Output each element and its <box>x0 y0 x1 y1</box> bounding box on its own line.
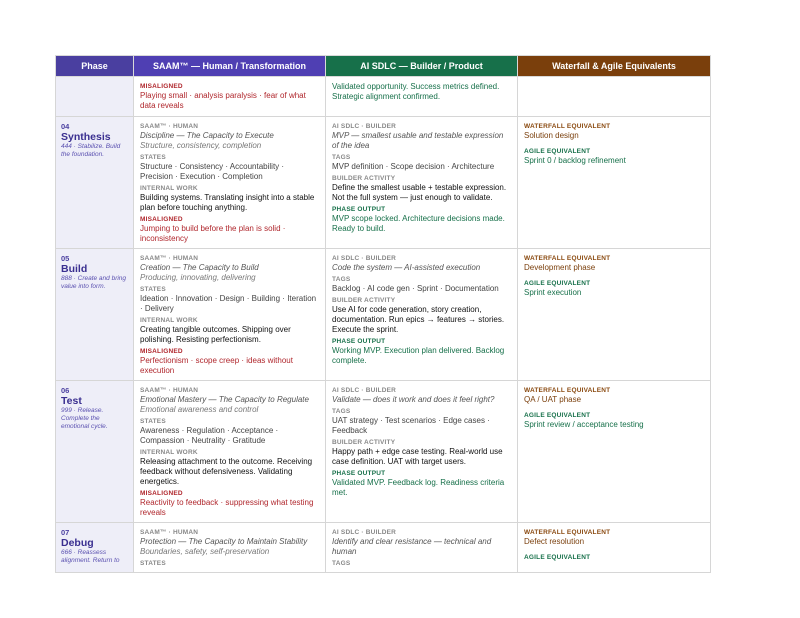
ai-builder-tag: AI SDLC · BUILDER <box>332 123 397 130</box>
phase-output-tag: PHASE OUTPUT <box>332 206 386 213</box>
tags-tag: TAGS <box>332 560 351 567</box>
waterfall-equivalent-tag: WATERFALL EQUIVALENT <box>524 255 611 262</box>
phase-cell <box>56 117 134 249</box>
saam-human-tag: SAAM™ · HUMAN <box>140 529 199 536</box>
phase-mapping-table <box>55 55 711 573</box>
tags-tag: TAGS <box>332 154 351 161</box>
agile-text: Sprint 0 / backlog refinement <box>524 156 626 165</box>
misaligned-text: Perfectionism · scope creep · ideas without execution <box>140 356 293 375</box>
states-tag: STATES <box>140 286 166 293</box>
agile-equivalent-tag: AGILE EQUIVALENT <box>524 554 591 561</box>
saam-human-tag: SAAM™ · HUMAN <box>140 123 199 130</box>
saam-subtitle: Producing, innovating, delivering <box>140 273 256 282</box>
saam-title: Creation — The Capacity to Build <box>140 263 259 272</box>
saam-subtitle: Boundaries, safety, self-preservation <box>140 547 270 556</box>
ai-cell <box>326 523 518 573</box>
ai-cell <box>326 381 518 523</box>
phase-output-text: Working MVP. Execution plan delivered. Backlog complete. <box>332 346 505 365</box>
waterfall-text: Development phase <box>524 263 596 272</box>
waterfall-cell-empty <box>518 77 711 117</box>
phase-output-tag: PHASE OUTPUT <box>332 470 386 477</box>
phase-output-text: MVP scope locked. Architecture decisions made. Ready to build. <box>332 214 505 233</box>
waterfall-cell <box>518 117 711 249</box>
agile-text: Sprint execution <box>524 288 582 297</box>
misaligned-text: Jumping to build before the plan is solid · inconsistency <box>140 224 286 243</box>
misaligned-tag: MISALIGNED <box>140 348 183 355</box>
saam-cell <box>134 523 326 573</box>
builder-activity-text: Happy path + edge case testing. Real-world use case definition. UAT with target users. <box>332 447 503 466</box>
header-phase: Phase <box>56 56 134 77</box>
phase-name: Build <box>61 263 88 275</box>
tags-text: MVP definition · Scope decision · Architecture <box>332 162 495 171</box>
builder-activity-text: Define the smallest usable + testable expression. Not the full system — just enough to validate. <box>332 183 507 202</box>
internal-work-tag: INTERNAL WORK <box>140 185 198 192</box>
phase-output-tag: PHASE OUTPUT <box>332 338 386 345</box>
states-tag: STATES <box>140 560 166 567</box>
phase-cell <box>56 249 134 381</box>
header-saam: SAAM™ — Human / Transformation <box>134 56 326 77</box>
phase-output-text: Validated MVP. Feedback log. Readiness criteria met. <box>332 478 505 497</box>
header-ai-sdlc: AI SDLC — Builder / Product <box>326 56 518 77</box>
table-row <box>56 77 711 117</box>
table-header-row <box>56 56 711 77</box>
saam-title: Emotional Mastery — The Capacity to Regulate <box>140 395 309 404</box>
waterfall-text: Solution design <box>524 131 579 140</box>
framework-table-page <box>55 55 710 567</box>
phase-output-text: Validated opportunity. Success metrics defined. Strategic alignment confirmed. <box>332 82 500 101</box>
table-row <box>56 523 711 573</box>
internal-work-text: Releasing attachment to the outcome. Receiving feedback without defensiveness. Validating energetics. <box>140 457 313 486</box>
states-text: Awareness · Regulation · Acceptance · Compassion · Neutrality · Gratitude <box>140 426 279 445</box>
agile-equivalent-tag: AGILE EQUIVALENT <box>524 280 591 287</box>
agile-equivalent-tag: AGILE EQUIVALENT <box>524 148 591 155</box>
waterfall-equivalent-tag: WATERFALL EQUIVALENT <box>524 387 611 394</box>
ai-title: MVP — smallest usable and testable expression of the idea <box>332 131 504 150</box>
states-text: Structure · Consistency · Accountability · Precision · Execution · Completion <box>140 162 285 181</box>
internal-work-tag: INTERNAL WORK <box>140 317 198 324</box>
internal-work-tag: INTERNAL WORK <box>140 449 198 456</box>
saam-title: Discipline — The Capacity to Execute <box>140 131 274 140</box>
saam-cell <box>134 249 326 381</box>
table-row <box>56 117 711 249</box>
misaligned-tag: MISALIGNED <box>140 83 183 90</box>
builder-activity-tag: BUILDER ACTIVITY <box>332 297 396 304</box>
saam-cell <box>134 117 326 249</box>
agile-equivalent-tag: AGILE EQUIVALENT <box>524 412 591 419</box>
saam-subtitle: Emotional awareness and control <box>140 405 259 414</box>
ai-title: Identify and clear resistance — technical and human <box>332 537 492 556</box>
phase-cell-empty <box>56 77 134 117</box>
phase-description: 999 · Release. Complete the emotional cycle. <box>61 407 108 430</box>
saam-cell <box>134 381 326 523</box>
saam-cell <box>134 77 326 117</box>
phase-number: 04 <box>61 122 70 131</box>
waterfall-text: QA / UAT phase <box>524 395 582 404</box>
waterfall-equivalent-tag: WATERFALL EQUIVALENT <box>524 529 611 536</box>
header-waterfall-agile: Waterfall & Agile Equivalents <box>518 56 711 77</box>
waterfall-text: Defect resolution <box>524 537 585 546</box>
tags-text: Backlog · AI code gen · Sprint · Documentation <box>332 284 499 293</box>
ai-cell <box>326 77 518 117</box>
phase-description: 888 · Create and bring value into form. <box>61 275 127 290</box>
phase-name: Synthesis <box>61 131 111 143</box>
table-row <box>56 249 711 381</box>
misaligned-tag: MISALIGNED <box>140 490 183 497</box>
tags-tag: TAGS <box>332 276 351 283</box>
tags-text: UAT strategy · Test scenarios · Edge cases · Feedback <box>332 416 490 435</box>
phase-number: 05 <box>61 254 70 263</box>
misaligned-tag: MISALIGNED <box>140 216 183 223</box>
saam-title: Protection — The Capacity to Maintain Stability <box>140 537 308 546</box>
waterfall-cell <box>518 249 711 381</box>
phase-name: Test <box>61 395 82 407</box>
phase-name: Debug <box>61 537 94 549</box>
ai-builder-tag: AI SDLC · BUILDER <box>332 529 397 536</box>
builder-activity-tag: BUILDER ACTIVITY <box>332 439 396 446</box>
tags-tag: TAGS <box>332 408 351 415</box>
waterfall-equivalent-tag: WATERFALL EQUIVALENT <box>524 123 611 130</box>
saam-human-tag: SAAM™ · HUMAN <box>140 255 199 262</box>
phase-description: 444 · Stabilize. Build the foundation. <box>61 143 121 158</box>
ai-builder-tag: AI SDLC · BUILDER <box>332 387 397 394</box>
states-tag: STATES <box>140 154 166 161</box>
phase-description: 666 · Reassess alignment. Return to <box>61 549 120 564</box>
ai-builder-tag: AI SDLC · BUILDER <box>332 255 397 262</box>
waterfall-cell <box>518 381 711 523</box>
waterfall-cell <box>518 523 711 573</box>
internal-work-text: Creating tangible outcomes. Shipping over polishing. Resisting perfectionism. <box>140 325 291 344</box>
phase-number: 07 <box>61 528 70 537</box>
ai-title: Code the system — AI-assisted execution <box>332 263 481 272</box>
table-row <box>56 381 711 523</box>
misaligned-text: Playing small · analysis paralysis · fear of what data reveals <box>140 91 306 110</box>
phase-cell <box>56 381 134 523</box>
builder-activity-text: Use AI for code generation, story creation, documentation. Run epics → features → stories. Execute the sprint. <box>332 305 505 334</box>
saam-subtitle: Structure, consistency, completion <box>140 141 262 150</box>
saam-human-tag: SAAM™ · HUMAN <box>140 387 199 394</box>
phase-number: 06 <box>61 386 70 395</box>
ai-title: Validate — does it work and does it feel right? <box>332 395 495 404</box>
agile-text: Sprint review / acceptance testing <box>524 420 644 429</box>
builder-activity-tag: BUILDER ACTIVITY <box>332 175 396 182</box>
states-text: Ideation · Innovation · Design · Building · Iteration · Delivery <box>140 294 317 313</box>
misaligned-text: Reactivity to feedback · suppressing what testing reveals <box>140 498 314 517</box>
ai-cell <box>326 249 518 381</box>
ai-cell <box>326 117 518 249</box>
phase-cell <box>56 523 134 573</box>
internal-work-text: Building systems. Translating insight into a stable plan before touching anything. <box>140 193 315 212</box>
states-tag: STATES <box>140 418 166 425</box>
